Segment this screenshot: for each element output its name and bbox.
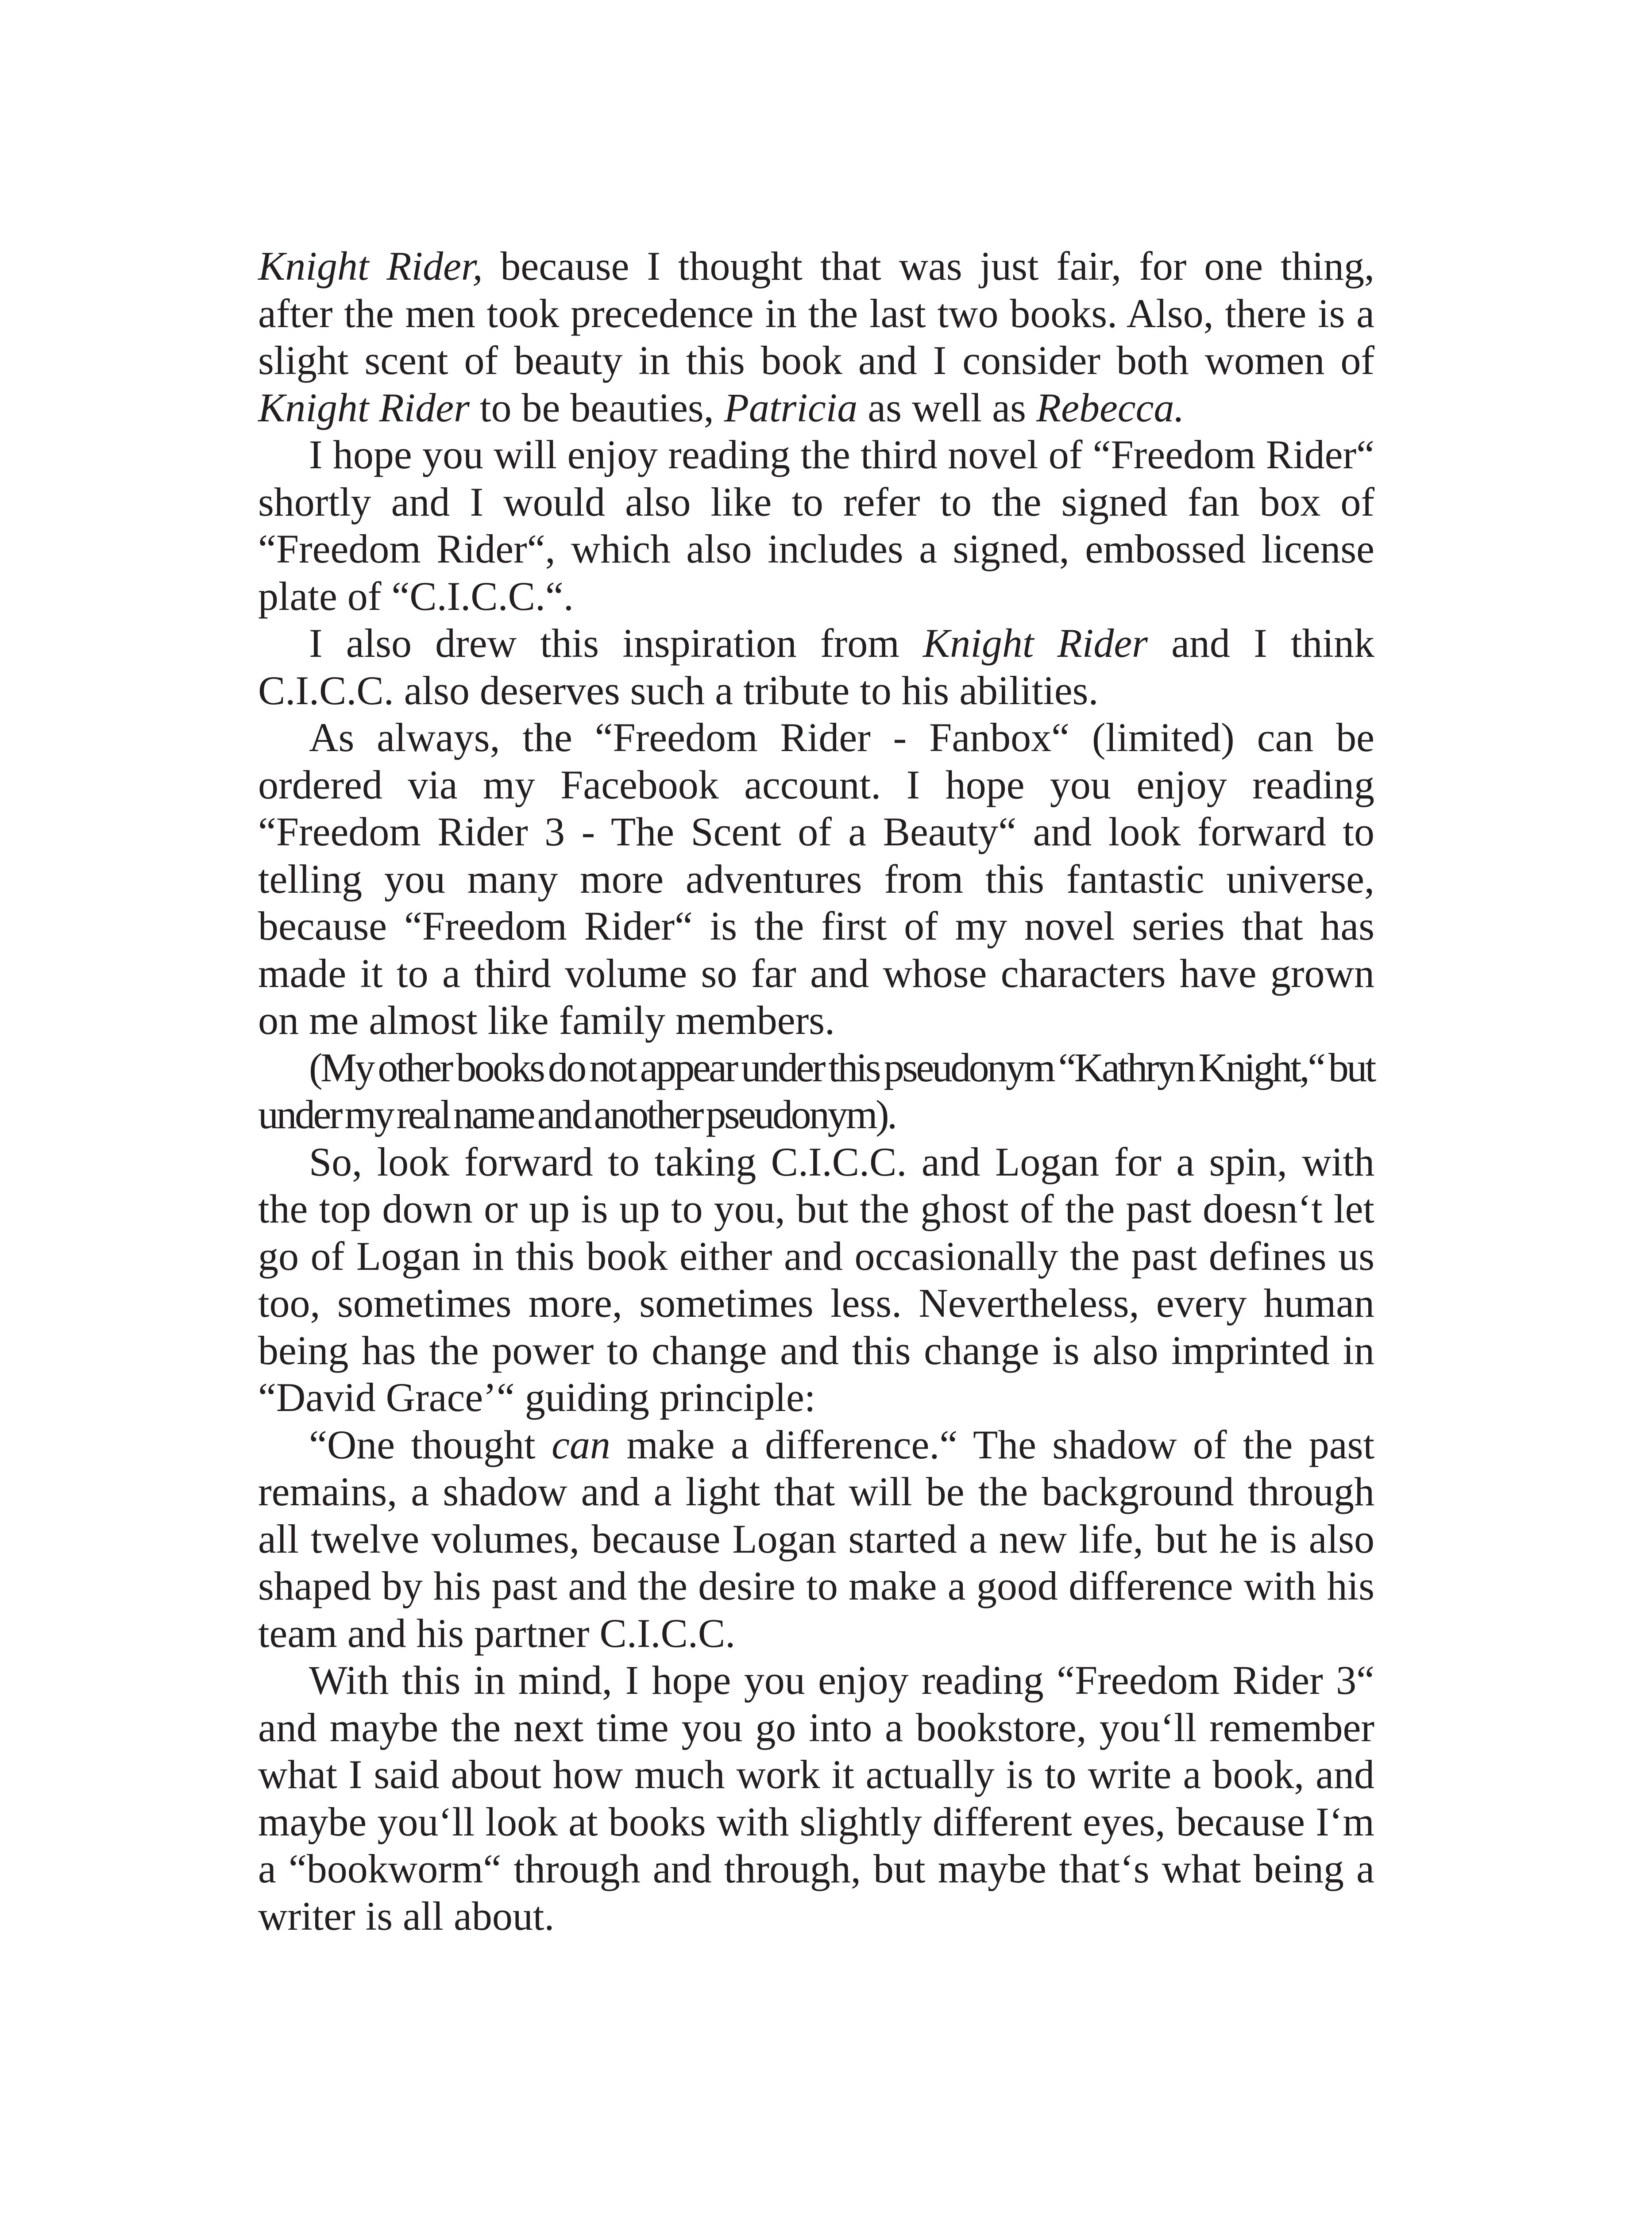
paragraph <box>258 431 1374 620</box>
paragraph <box>258 1044 1374 1138</box>
paragraph <box>258 1657 1374 1939</box>
text-segment: make a difference.“ The shadow of the past remains, a shadow and a light that will be the background through all twelve volumes, because Logan started a new life, but he is also shaped by his past and the desire to make a good difference with his team and his partner C.I.C.C. <box>258 1422 1374 1656</box>
text-segment: Patricia <box>724 385 858 430</box>
text-segment: Knight Rider <box>258 385 470 430</box>
text-segment: With this in mind, I hope you enjoy reading “Freedom Rider 3“ and maybe the next time you go into a bookstore, you‘ll remember what I said about how much work it actually is to write a book, and maybe you‘ll look at books with slightly different eyes, because I‘m a “bookworm“ through and through, but maybe that‘s what being a writer is all about. <box>258 1658 1374 1939</box>
text-segment: as well as <box>857 385 1036 430</box>
body-text <box>258 243 1374 1939</box>
text-segment: Knight Rider <box>922 621 1148 666</box>
paragraph <box>258 1421 1374 1657</box>
text-segment: because I thought that was just fair, for one thing, after the men took precedence in the last two books. Also, there is a slight scent of beauty in this book and I consider both women of <box>258 243 1374 383</box>
text-segment: can <box>552 1422 610 1467</box>
text-segment: Knight Rider, <box>258 243 483 289</box>
text-segment: So, look forward to taking C.I.C.C. and Logan for a spin, with the top down or up is up to you, but the ghost of the past doesn‘t let go of Logan in this book either and occasionally the past defines us too, sometimes more, sometimes less. Nevertheless, every human being has the power to change and this change is also imprinted in “David Grace’“ guiding principle: <box>258 1139 1374 1420</box>
text-segment: As always, the “Freedom Rider - Fanbox“ (limited) can be ordered via my Facebook account. I hope you enjoy reading “Freedom Rider 3 - The Scent of a Beauty“ and look forward to telling you many more adventures from this fantastic universe, because “Freedom Rider“ is the first of my novel series that has made it to a third volume so far and whose characters have grown on me almost like family members. <box>258 715 1374 1043</box>
paragraph <box>258 243 1374 431</box>
paragraph <box>258 1138 1374 1421</box>
text-segment: to be beauties, <box>469 385 724 430</box>
paragraph <box>258 714 1374 1044</box>
text-segment: Rebecca. <box>1036 385 1185 430</box>
text-segment: and I think C.I.C.C. also deserves such a tribute to his abilities. <box>258 621 1374 713</box>
text-segment: (My other books do not appear under this pseudonym “Kathryn Knight,“ but under my real name and another pseudonym). <box>258 1045 1374 1137</box>
text-segment: I hope you will enjoy reading the third novel of “Freedom Rider“ shortly and I would also like to refer to the signed fan box of “Freedom Rider“, which also includes a signed, embossed license plate of “C.I.C.C.“. <box>258 432 1374 619</box>
paragraph <box>258 620 1374 714</box>
text-segment: I also drew this inspiration from <box>309 621 923 666</box>
text-segment: “One thought <box>309 1422 552 1467</box>
